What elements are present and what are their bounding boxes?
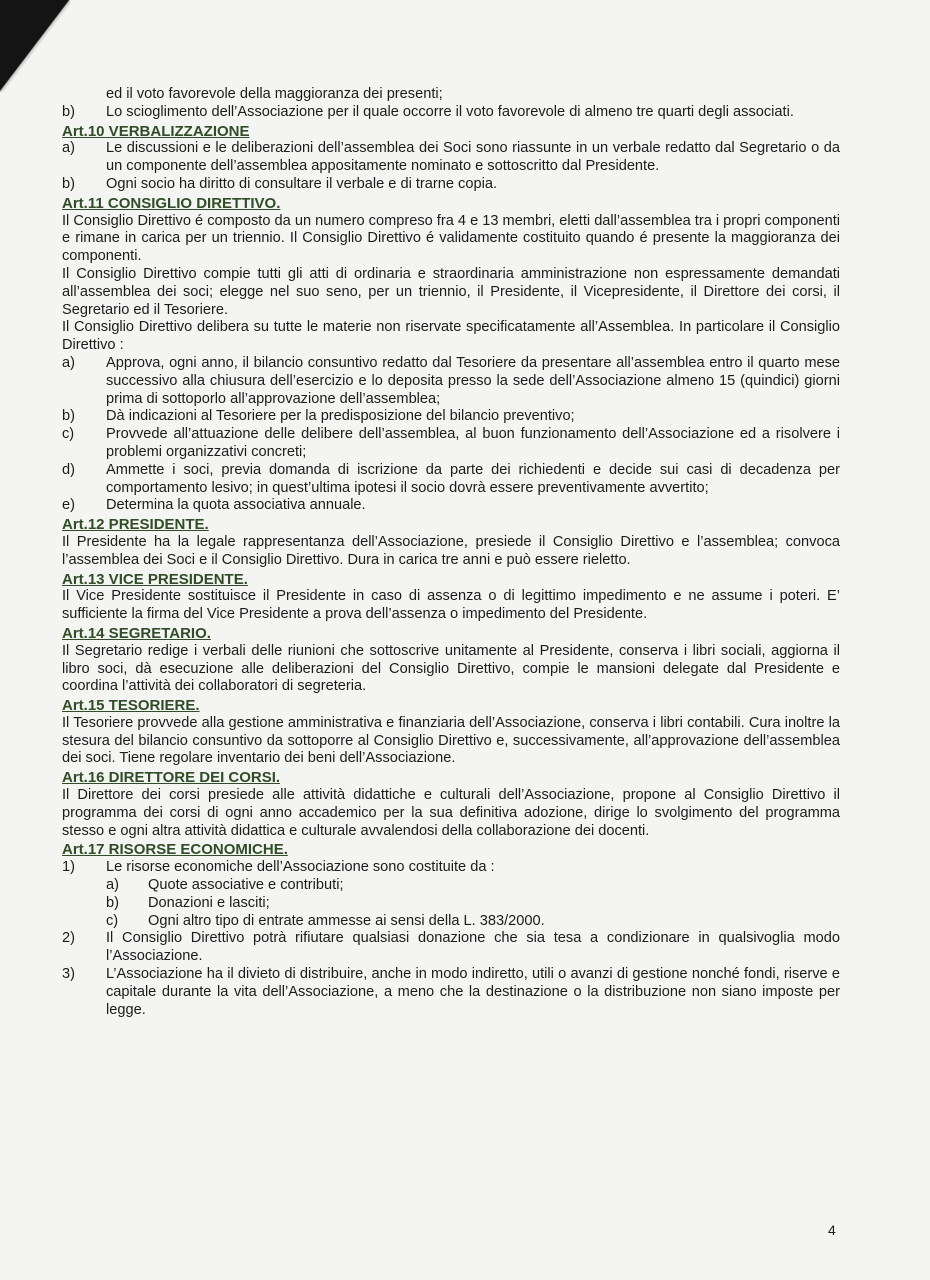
intro-item [62,86,840,104]
item-text: Lo scioglimento dell’Associazione per il quale occorre il voto favorevole di almeno tre quarti degli associati. [106,103,794,120]
list-item [62,408,840,426]
item-marker: d) [62,461,75,478]
item-marker: b) [106,894,119,911]
article-heading: Art.17 RISORSE ECONOMICHE. [62,841,288,859]
item-marker: b) [62,175,75,192]
item-text: Determina la quota associativa annuale. [106,497,366,514]
sub-item [62,877,840,895]
article-heading: Art.15 TESORIERE. [62,697,200,715]
item-marker: e) [62,497,75,514]
item-text: Quote associative e contributi; [148,877,344,894]
item-marker: a) [62,354,75,371]
list-item [62,140,840,176]
list-item [62,355,840,408]
item-text: Ogni socio ha diritto di consultare il verbale e di trarne copia. [106,175,497,192]
item-marker: c) [62,426,75,443]
paragraph: Il Consiglio Direttivo compie tutti gli atti di ordinaria e straordinaria amministrazione non espressamente demandati all’assemblea dei soci; elegge nel suo seno, per un triennio, il Presidente, il Vicepresidente, il Direttore dei corsi, il Segretario ed il Tesoriere. [62,265,840,318]
item-text: Dà indicazioni al Tesoriere per la predisposizione del bilancio preventivo; [106,408,575,425]
list-item [62,426,840,462]
article-heading: Art.13 VICE PRESIDENTE. [62,570,248,588]
paragraph: Il Vice Presidente sostituisce il Presidente in caso di assenza o di legittimo impedimento e ne assume i poteri. E’ sufficiente la firma del Vice Presidente a prova dell’assenza o impedimento del Presidente. [62,588,840,623]
item-marker: a) [106,877,119,894]
item-text: Le risorse economiche dell’Associazione sono costituite da : [106,859,495,876]
paragraph: Il Segretario redige i verbali delle riunioni che sottoscrive unitamente al Presidente, conserva i libri sociali, aggiorna il libro soci, dà esecuzione alle deliberazioni del Consiglio Direttivo, compie le mansioni delegate dal Presidente e coordina l’attività dei collaboratori di segreteria. [62,642,840,695]
list-item [62,176,840,194]
intro-item [62,104,840,122]
item-marker: 1) [62,859,75,876]
article-heading: Art.16 DIRETTORE DEI CORSI. [62,769,281,787]
item-marker: b) [62,408,75,425]
item-marker: 3) [62,966,75,983]
article-heading: Art.14 SEGRETARIO. [62,624,211,642]
article-heading: Art.10 VERBALIZZAZIONE [62,122,250,140]
item-marker [62,86,106,104]
article-heading: Art.11 CONSIGLIO DIRETTIVO. [62,194,281,212]
list-item [62,462,840,498]
item-text: L’Associazione ha il divieto di distribuire, anche in modo indiretto, utili o avanzi di gestione nonché fondi, riserve e capitale durante la vita dell’Associazione, a meno che la destinazione o la distribuzione non siano imposte per legge. [106,966,840,1018]
item-text: Le discussioni e le deliberazioni dell’assemblea dei Soci sono riassunte in un verbale redatto dal Segretario o da un componente dell’assemblea appositamente nominato e sottoscritto dal Presidente. [106,140,840,175]
item-text: Il Consiglio Direttivo potrà rifiutare qualsiasi donazione che sia tesa a condizionare in qualsivoglia modo l’Associazione. [106,930,840,965]
item-text: ed il voto favorevole della maggioranza dei presenti; [106,86,443,102]
paragraph: Il Presidente ha la legale rappresentanza dell’Associazione, presiede il Consiglio Direttivo e l’assemblea; convoca l’assemblea dei Soci e il Consiglio Direttivo. Dura in carica tre anni e può essere rieletto. [62,533,840,568]
item-marker: 2) [62,930,75,947]
document-page [62,86,840,1019]
list-item [62,859,840,877]
article-heading: Art.12 PRESIDENTE. [62,516,209,534]
list-item [62,497,840,515]
sub-item [62,895,840,913]
paragraph: Il Consiglio Direttivo delibera su tutte le materie non riservate specificatamente all’Assemblea. In particolare il Consiglio Direttivo : [62,319,840,354]
item-text: Ogni altro tipo di entrate ammesse ai sensi della L. 383/2000. [148,912,545,929]
item-text: Approva, ogni anno, il bilancio consuntivo redatto dal Tesoriere da presentare all’assemblea entro il quarto mese successivo alla chiusura dell’esercizio e lo deposita presso la sede dell’Associazione almeno 15 (quindici) giorni prima di sottoporlo all’approvazione dell’assemblea; [106,354,840,407]
item-marker: c) [106,912,119,929]
item-text: Ammette i soci, previa domanda di iscrizione da parte dei richiedenti e decide sui casi di decadenza per comportamento lesivo; in quest’ultima ipotesi il socio dovrà essere preventivamente avvertito; [106,461,840,496]
item-marker: a) [62,140,75,157]
page-number: 4 [828,1222,836,1238]
list-item [62,930,840,966]
sub-item [62,913,840,931]
item-marker: b) [62,103,75,120]
corner-fold-shading [0,0,70,92]
paragraph: Il Direttore dei corsi presiede alle attività didattiche e culturali dell’Associazione, propone al Consiglio Direttivo il programma dei corsi di ogni anno accademico per la sua definitiva adozione, dirige lo svolgimento del programma stesso e ogni altra attività didattica e culturale avvalendosi della collaborazione dei docenti. [62,787,840,839]
list-item [62,966,840,1019]
paragraph: Il Tesoriere provvede alla gestione amministrativa e finanziaria dell’Associazione, conserva i libri contabili. Cura inoltre la stesura del bilancio consuntivo da sottoporre al Consiglio Direttivo e, successivamente, all’approvazione dell’assemblea dei soci. Tiene regolare inventario dei beni dell’Associazione. [62,714,840,767]
paragraph: Il Consiglio Direttivo é composto da un numero compreso fra 4 e 13 membri, eletti dall’assemblea tra i propri componenti e rimane in carica per un triennio. Il Consiglio Direttivo é validamente costituito quando é presente la maggioranza dei componenti. [62,212,840,265]
item-text: Provvede all’attuazione delle delibere dell’assemblea, al buon funzionamento dell’Associazione ed a risolvere i problemi organizzativi concreti; [106,426,840,460]
item-text: Donazioni e lasciti; [148,894,270,911]
